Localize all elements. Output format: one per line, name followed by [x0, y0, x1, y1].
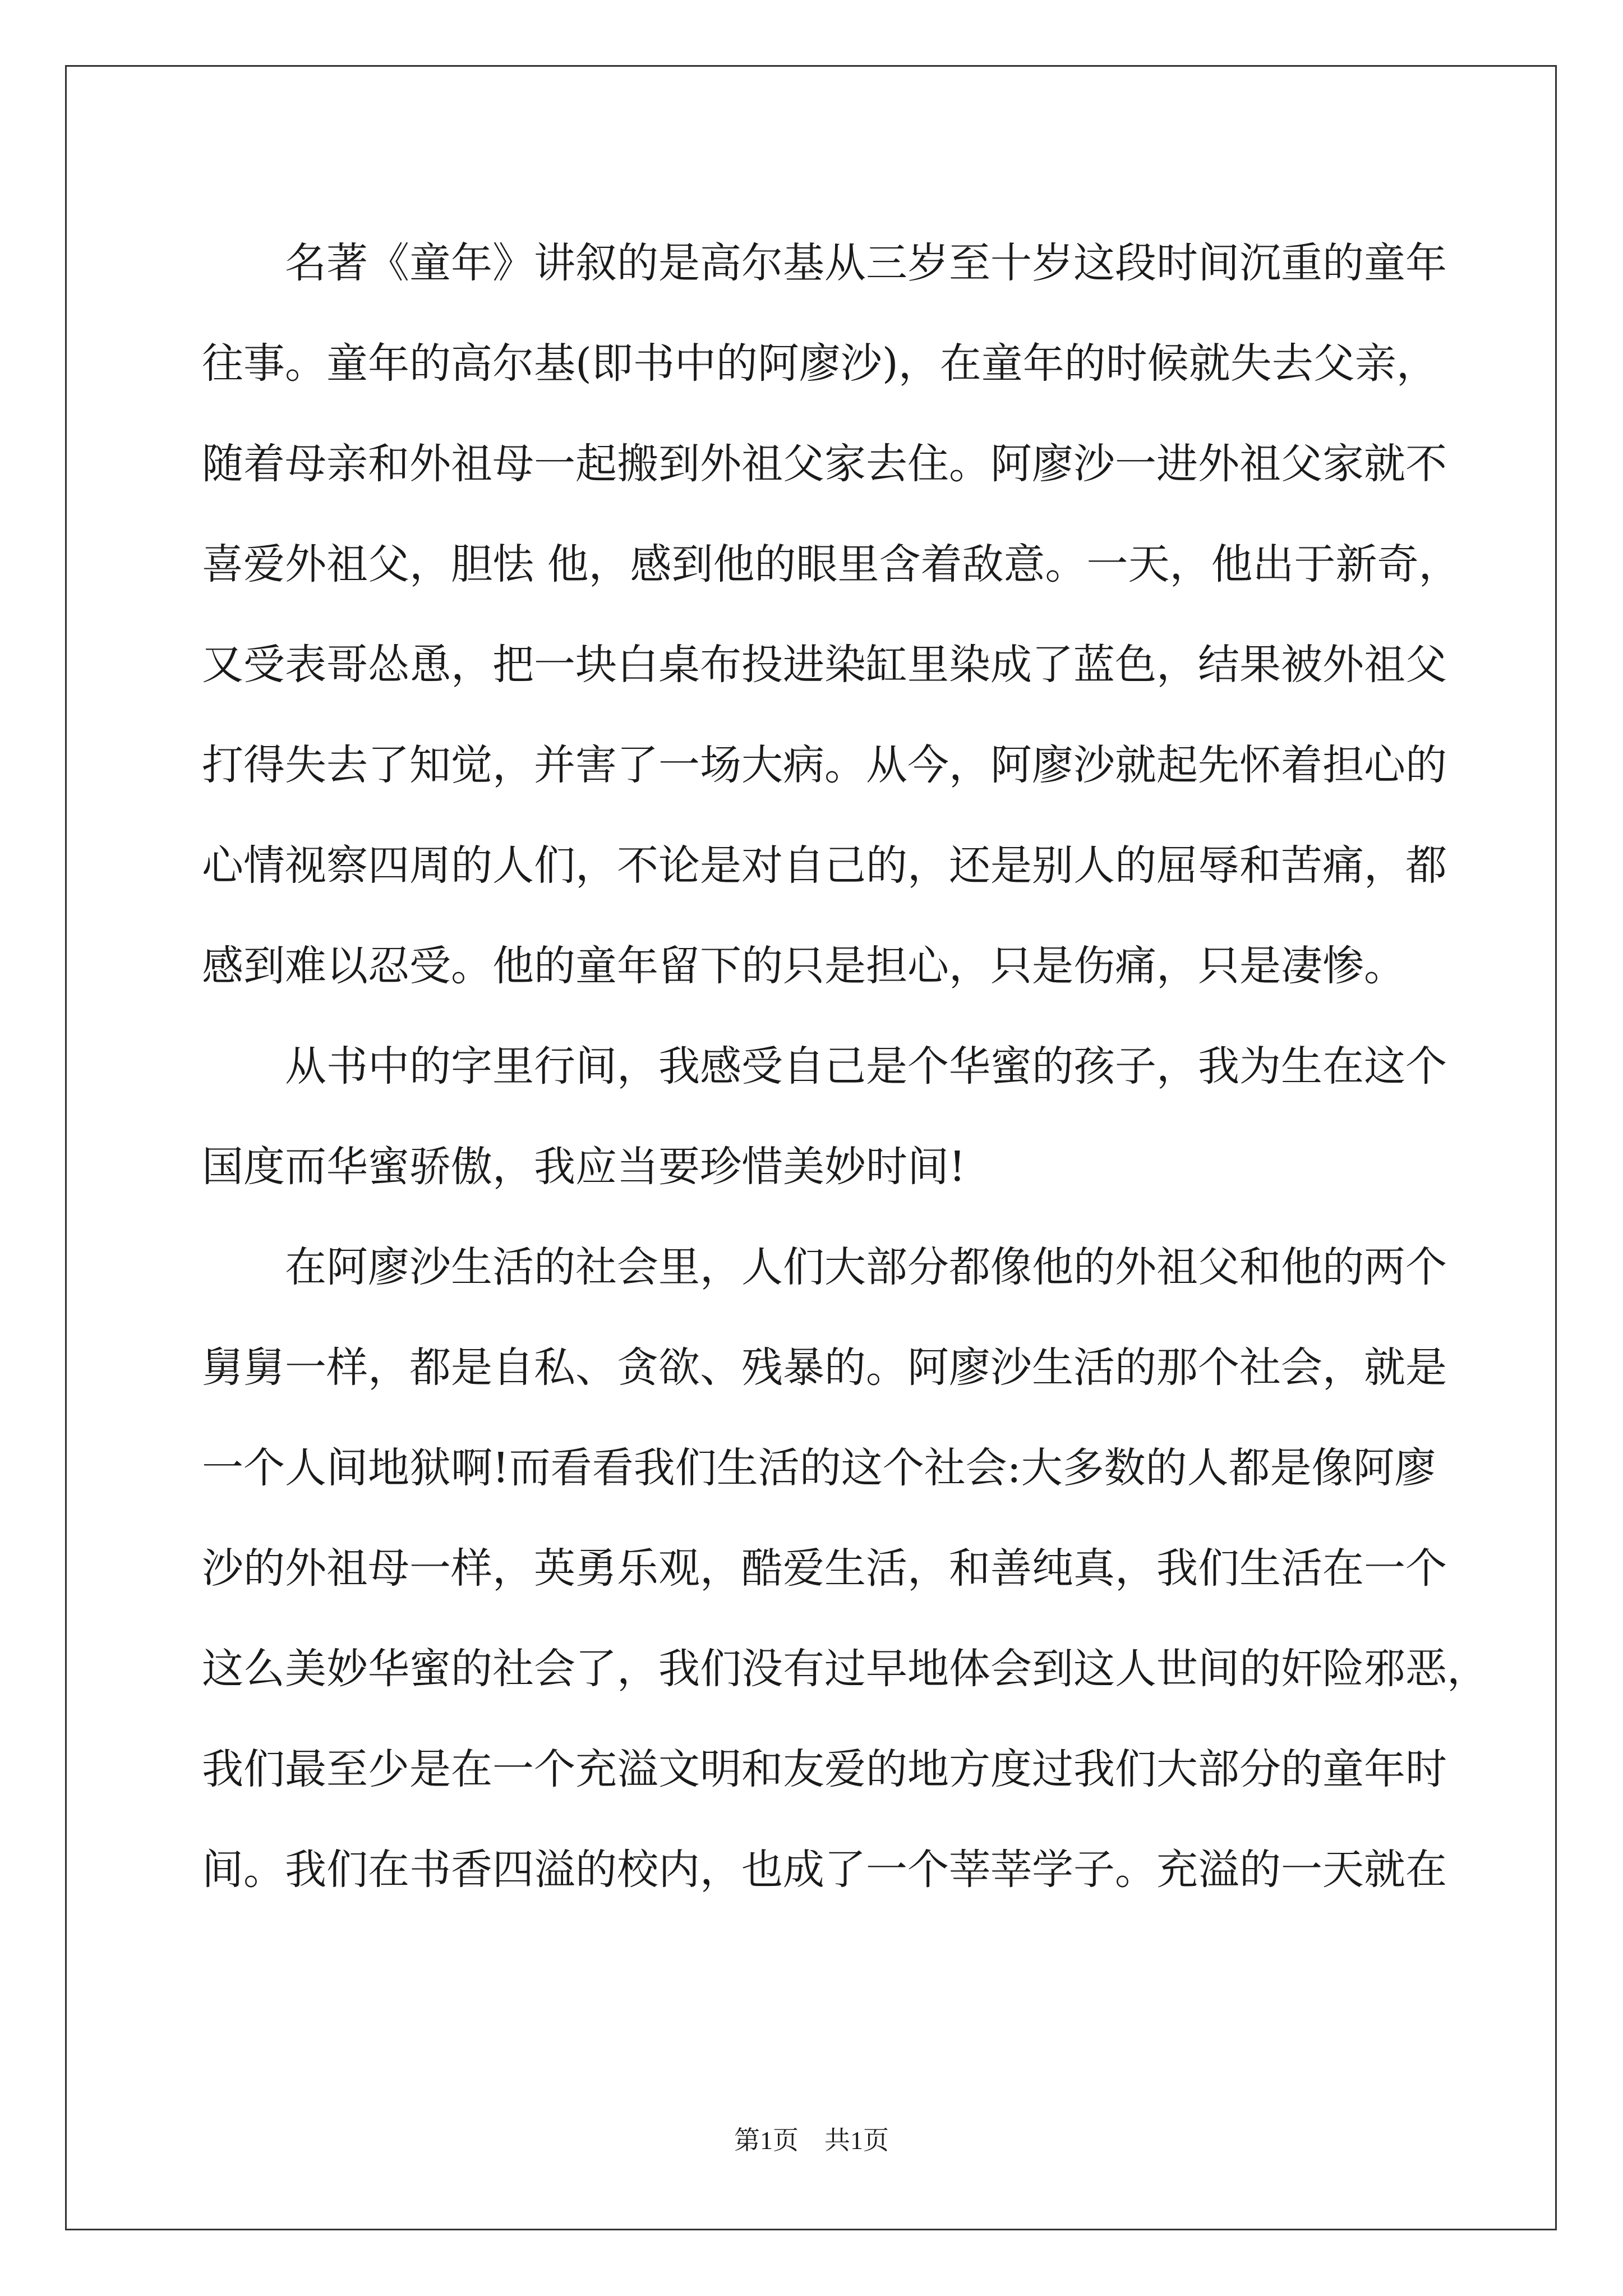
paragraph-1-line-3: 随着母亲和外祖母一起搬到外祖父家去住。阿廖沙一进外祖父家就不 — [202, 440, 1447, 488]
paragraph-1-line-4: 喜爱外祖父，胆怯 他，感到他的眼里含着敌意。一天，他出于新奇， — [202, 540, 1460, 588]
paragraph-1-line-7: 心情视察四周的人们，不论是对自己的，还是别人的屈辱和苦痛，都 — [202, 841, 1447, 890]
paragraph-3-line-1: 在阿廖沙生活的社会里，人们大部分都像他的外祖父和他的两个 — [285, 1243, 1447, 1291]
paragraph-3-line-4: 沙的外祖母一样，英勇乐观，酷爱生活，和善纯真，我们生活在一个 — [202, 1544, 1447, 1593]
paragraph-3-line-7: 间。我们在书香四溢的校内，也成了一个莘莘学子。充溢的一天就在 — [202, 1846, 1447, 1894]
paragraph-1-line-8: 感到难以忍受。他的童年留下的只是担心，只是伤痛，只是凄惨。 — [202, 942, 1405, 990]
paragraph-3-line-3: 一个人间地狱啊!而看看我们生活的这个社会:大多数的人都是像阿廖 — [202, 1444, 1436, 1492]
paragraph-2-line-2: 国度而华蜜骄傲，我应当要珍惜美妙时间! — [202, 1143, 966, 1191]
paragraph-1-line-1: 名著《童年》讲叙的是高尔基从三岁至十岁这段时间沉重的童年 — [285, 239, 1447, 287]
document-body — [202, 213, 1488, 1920]
paragraph-1-line-6: 打得失去了知觉，并害了一场大病。从今，阿廖沙就起先怀着担心的 — [202, 741, 1447, 789]
page-footer — [0, 2124, 1623, 2157]
paragraph-1-line-2: 往事。童年的高尔基(即书中的阿廖沙)，在童年的时候就失去父亲， — [202, 339, 1438, 388]
paragraph-3-line-5: 这么美妙华蜜的社会了，我们没有过早地体会到这人世间的奸险邪恶， — [202, 1645, 1488, 1693]
page-number: 第1页 共1页 — [734, 2126, 889, 2155]
paragraph-3-line-2: 舅舅一样，都是自私、贪欲、残暴的。阿廖沙生活的那个社会，就是 — [202, 1343, 1447, 1392]
paragraph-1-line-5: 又受表哥怂恿，把一块白桌布投进染缸里染成了蓝色，结果被外祖父 — [202, 641, 1447, 689]
paragraph-2-line-1: 从书中的字里行间，我感受自己是个华蜜的孩子，我为生在这个 — [285, 1042, 1447, 1091]
paragraph-3-line-6: 我们最至少是在一个充溢文明和友爱的地方度过我们大部分的童年时 — [202, 1745, 1447, 1793]
